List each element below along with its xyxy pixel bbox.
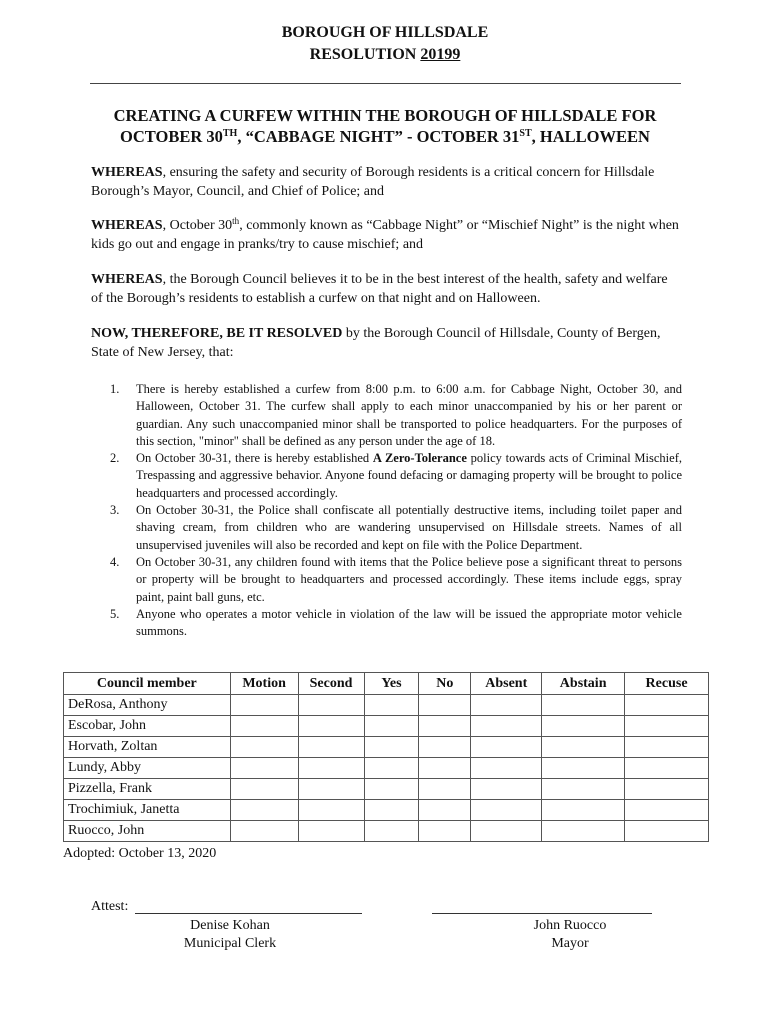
vote-cell [298, 695, 364, 716]
vote-cell [625, 821, 709, 842]
adopted-date: Adopted: October 13, 2020 [63, 846, 217, 861]
column-header: No [419, 673, 471, 695]
clerk-signature-line [135, 913, 362, 914]
borough-heading: BOROUGH OF HILLSDALE [281, 24, 489, 41]
resolution-title-line-2 [0, 126, 770, 147]
vote-cell [364, 779, 419, 800]
title-superscript: ST [519, 128, 532, 139]
vote-cell [471, 695, 542, 716]
column-header: Recuse [625, 673, 709, 695]
resolved-label: NOW, THEREFORE, BE IT RESOLVED [91, 326, 343, 341]
council-vote-table [63, 672, 709, 842]
column-header: Yes [364, 673, 419, 695]
vote-cell [419, 737, 471, 758]
member-name: Lundy, Abby [64, 758, 231, 779]
resolution-items [110, 381, 682, 640]
resolution-item [110, 450, 682, 502]
table-row [64, 695, 709, 716]
mayor-name: John Ruocco [533, 918, 607, 933]
column-header: Absent [471, 673, 542, 695]
vote-cell [364, 737, 419, 758]
item-number: 1. [110, 382, 120, 396]
vote-cell [298, 716, 364, 737]
mayor-title: Mayor [551, 936, 589, 951]
member-name: Escobar, John [64, 716, 231, 737]
paragraph-text: , October 30 [162, 218, 233, 233]
whereas-label: WHEREAS [91, 272, 163, 287]
item-number: 2. [110, 451, 120, 466]
title-part: , HALLOWEEN [531, 127, 650, 146]
vote-cell [542, 821, 625, 842]
vote-cell [542, 800, 625, 821]
resolution-title-line-1: CREATING A CURFEW WITHIN THE BOROUGH OF HILLSDALE FOR [113, 106, 657, 125]
vote-cell [471, 758, 542, 779]
vote-cell [364, 695, 419, 716]
title-superscript: TH [222, 128, 238, 139]
vote-cell [230, 821, 298, 842]
vote-cell [298, 758, 364, 779]
whereas-paragraph-3 [91, 270, 681, 308]
table-row [64, 716, 709, 737]
vote-cell [471, 821, 542, 842]
vote-cell [230, 695, 298, 716]
item-emphasis: A Zero-Tolerance [372, 451, 467, 466]
table-row [64, 737, 709, 758]
vote-cell [419, 821, 471, 842]
member-name: Ruocco, John [64, 821, 231, 842]
vote-cell [298, 821, 364, 842]
vote-cell [419, 716, 471, 737]
vote-cell [419, 695, 471, 716]
member-name: DeRosa, Anthony [64, 695, 231, 716]
clerk-signature-block [150, 917, 310, 953]
vote-cell [298, 800, 364, 821]
paragraph-superscript: th [232, 216, 240, 226]
table-row [64, 800, 709, 821]
vote-cell [471, 737, 542, 758]
attest-label: Attest: [91, 899, 129, 914]
mayor-signature-line [432, 913, 652, 914]
item-text: On October 30-31, any children found with items that the Police believe pose a significant threat to persons or property will be brought to headquarters and processed accordingly. These items include eggs, spray paint, paint ball guns, etc. [136, 554, 682, 604]
resolution-number: 20199 [420, 46, 461, 63]
vote-cell [625, 800, 709, 821]
item-text: On October 30-31, the Police shall confiscate all potentially destructive items, including toilet paper and shaving cream, from children who are wandering unsupervised on Hillsdale streets. Names of all unsupervised juveniles will also be recorded and kept on file with the Police Department. [136, 503, 682, 552]
column-header: Council member [64, 673, 231, 695]
paragraph-text: , ensuring the safety and security of Borough residents is a critical concern for Hillsdale Borough’s Mayor, Council, and Chief of Police; and [91, 165, 655, 199]
vote-cell [625, 758, 709, 779]
paragraph-text: , commonly known as “Cabbage Night” or “Mischief Night” is the night when kids go out and engage in pranks/try to cause mischief; and [91, 218, 679, 252]
vote-cell [542, 758, 625, 779]
vote-cell [471, 800, 542, 821]
vote-cell [542, 737, 625, 758]
title-part: , “CABBAGE NIGHT” - OCTOBER 31 [237, 127, 520, 146]
vote-cell [419, 779, 471, 800]
vote-cell [230, 779, 298, 800]
resolution-item [110, 606, 682, 641]
member-name: Trochimiuk, Janetta [64, 800, 231, 821]
header-divider [90, 83, 681, 84]
paragraph-text: , the Borough Council believes it to be in the best interest of the health, safety and welfare of the Borough’s residents to establish a curfew on that night and on Halloween. [91, 272, 668, 306]
item-text: Anyone who operates a motor vehicle in violation of the law will be issued the appropriate motor vehicle summons. [136, 606, 682, 639]
resolved-paragraph [91, 324, 681, 362]
vote-cell [471, 779, 542, 800]
whereas-label: WHEREAS [91, 165, 163, 180]
vote-cell [542, 695, 625, 716]
title-part: OCTOBER 30 [120, 127, 223, 146]
resolution-item [110, 381, 682, 450]
vote-cell [471, 716, 542, 737]
paragraph-text: by the Borough Council of Hillsdale, County of Bergen, State of New Jersey, that: [91, 326, 661, 360]
mayor-signature-block [500, 917, 640, 953]
vote-cell [230, 737, 298, 758]
vote-cell [364, 758, 419, 779]
whereas-paragraph-1 [91, 163, 681, 201]
vote-cell [364, 821, 419, 842]
resolution-item [110, 502, 682, 554]
column-header: Abstain [542, 673, 625, 695]
item-number: 5. [110, 606, 120, 621]
resolution-label: RESOLUTION [309, 46, 417, 63]
resolution-item [110, 554, 682, 606]
item-number: 3. [110, 503, 120, 518]
item-text: policy towards acts of Criminal Mischief, Trespassing and aggressive behavior. Anyone found defacing or damaging property will be brought to police headquarters and processed accordingly. [136, 451, 682, 500]
vote-cell [625, 716, 709, 737]
item-number: 4. [110, 554, 120, 569]
vote-cell [298, 737, 364, 758]
vote-cell [230, 758, 298, 779]
whereas-paragraph-2 [91, 216, 681, 254]
item-text: On October 30-31, there is hereby established [136, 451, 373, 466]
resolution-heading [0, 46, 770, 64]
item-text: There is hereby established a curfew from 8:00 p.m. to 6:00 a.m. for Cabbage Night, October 30, and Halloween, October 31. The curfew shall apply to each minor unaccompanied by his or her parent or guardian. Any such unaccompanied minor shall be transported to police headquarters. For the purposes of this section, "minor" shall be defined as any person under the age of 18. [136, 382, 682, 448]
vote-cell [419, 758, 471, 779]
clerk-name: Denise Kohan [190, 918, 270, 933]
vote-cell [364, 716, 419, 737]
vote-cell [625, 779, 709, 800]
table-row [64, 779, 709, 800]
vote-cell [542, 716, 625, 737]
member-name: Pizzella, Frank [64, 779, 231, 800]
member-name: Horvath, Zoltan [64, 737, 231, 758]
vote-cell [364, 800, 419, 821]
column-header: Motion [230, 673, 298, 695]
vote-cell [230, 716, 298, 737]
table-row [64, 758, 709, 779]
clerk-title: Municipal Clerk [183, 936, 277, 951]
vote-cell [625, 737, 709, 758]
vote-cell [542, 779, 625, 800]
vote-cell [625, 695, 709, 716]
vote-cell [230, 800, 298, 821]
vote-cell [419, 800, 471, 821]
vote-cell [298, 779, 364, 800]
table-header-row [64, 673, 709, 695]
column-header: Second [298, 673, 364, 695]
table-row [64, 821, 709, 842]
whereas-label: WHEREAS [91, 218, 163, 233]
